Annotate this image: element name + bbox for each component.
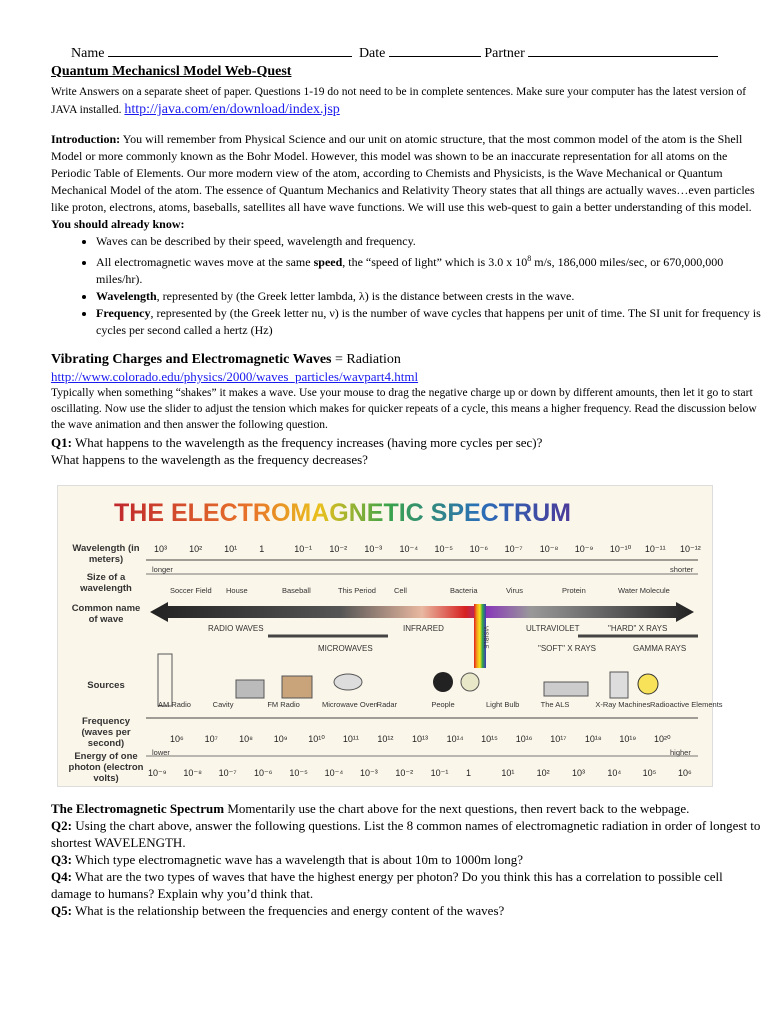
energy-tick: 1: [466, 768, 472, 778]
band-label: RADIO WAVES: [208, 624, 264, 633]
bullet-bold: Wavelength: [96, 289, 157, 303]
common-name-label: Common name of wave: [71, 603, 141, 625]
energy-tick: 10⁻⁹: [148, 768, 167, 778]
energy-label: Energy of one photon (electron volts): [68, 751, 144, 784]
list-item: [96, 250, 763, 288]
frequency-label: Frequency (waves per second): [81, 716, 131, 749]
band-label: VISIBLE: [482, 626, 488, 649]
chart-graphics: [58, 486, 712, 786]
spectrum-title-line: [51, 800, 763, 817]
energy-tick: 10⁻³: [360, 768, 378, 778]
bullet-bold: speed: [313, 255, 343, 269]
source-label: AM Radio: [158, 700, 191, 709]
energy-tick: 10⁻¹: [430, 768, 449, 778]
q1-text: What happens to the wavelength as the frequency increases (having more cycles per sec)?: [74, 435, 543, 450]
date-blank: [389, 44, 481, 57]
wave-band-arrow: [150, 602, 694, 622]
source-label: People: [431, 700, 455, 709]
band-label: ULTRAVIOLET: [526, 624, 580, 633]
q5: [51, 902, 763, 919]
energy-tick: 10⁴: [607, 768, 622, 778]
size-item-label: Water Molecule: [618, 586, 670, 595]
radioactive-icon: [638, 674, 658, 694]
energy-tick: 10⁻⁵: [289, 768, 308, 778]
frequency-tick: 10¹²: [377, 734, 394, 744]
q4: [51, 868, 763, 902]
band-label: MICROWAVES: [318, 644, 373, 653]
radar-icon: [334, 674, 362, 690]
bullet-text: , represented by (the Greek letter nu, ν) is the number of wave cycles that happens per unit of time. The SI unit for frequency is cycles per second called a hertz (Hz): [96, 306, 761, 337]
higher-label: higher: [670, 748, 691, 757]
q1-label: Q1:: [51, 435, 72, 450]
size-item-label: House: [226, 586, 248, 595]
band-label: "HARD" X RAYS: [608, 624, 668, 633]
source-label: Light Bulb: [486, 700, 520, 709]
bullet-text: All electromagnetic waves move at the same: [96, 255, 311, 269]
source-label: The ALS: [540, 700, 570, 709]
size-item-label: Soccer Field: [170, 586, 212, 595]
name-blank: [108, 44, 352, 57]
q3-label: Q3:: [51, 852, 72, 867]
energy-tick: 10⁵: [642, 768, 657, 778]
wavelength-tick: 10⁻⁶: [469, 544, 489, 554]
wavelength-tick: 10⁻⁵: [434, 544, 454, 554]
frequency-tick: 10¹⁷: [550, 734, 567, 744]
frequency-tick: 10¹⁶: [515, 734, 533, 744]
wavelength-tick: 1: [259, 544, 265, 554]
q5-label: Q5:: [51, 903, 72, 918]
q1: [51, 434, 763, 451]
energy-tick: 10⁶: [678, 768, 692, 778]
intro-label: Introduction:: [51, 132, 121, 146]
band-label: INFRARED: [403, 624, 444, 633]
q3-text: Which type electromagnetic wave has a wavelength that is about 10m to 1000m long?: [74, 852, 523, 867]
lower-label: lower: [152, 748, 170, 757]
section-title-suffix: = Radiation: [335, 352, 401, 367]
q4-text: What are the two types of waves that have the highest energy per photon? Do you think this has a correlation to possible cell damage to humans? Explain why you’d think that.: [51, 869, 723, 901]
size-item-label: Virus: [506, 586, 523, 595]
bullet-text: , the “speed of light” which is 3.0 x 10: [342, 255, 528, 269]
source-label: FM Radio: [267, 700, 300, 709]
chart-title: THE ELECTROMAGNETIC SPECTRUM: [114, 499, 571, 527]
wavelength-tick: 10²: [189, 544, 203, 554]
band-label: "SOFT" X RAYS: [538, 644, 596, 653]
size-label: Size of a wavelength: [80, 572, 132, 594]
size-item-label: Protein: [562, 586, 586, 595]
wavelength-label: Wavelength (in meters): [72, 543, 140, 565]
wavelength-tick: 10⁻⁴: [399, 544, 419, 554]
energy-tick: 10⁻⁸: [183, 768, 202, 778]
should-know-list: [51, 233, 763, 339]
frequency-tick: 10¹³: [412, 734, 429, 744]
q2: [51, 817, 763, 851]
header-line: [71, 44, 763, 62]
energy-tick: 10¹: [501, 768, 515, 778]
list-item: [96, 288, 763, 305]
em-spectrum-chart: [57, 485, 723, 787]
longer-label: longer: [152, 565, 173, 574]
shorter-label: shorter: [670, 565, 694, 574]
frequency-tick: 10¹⁸: [584, 734, 602, 744]
size-item-label: This Period: [338, 586, 376, 595]
frequency-tick: 10¹¹: [342, 734, 359, 744]
wavelength-tick: 10³: [154, 544, 168, 554]
colorado-link[interactable]: http://www.colorado.edu/physics/2000/waves_particles/wavpart4.html: [51, 369, 419, 384]
tower-icon: [158, 654, 172, 706]
microwave-oven-icon: [282, 676, 312, 698]
spectrum-section-title: The Electromagnetic Spectrum: [51, 801, 225, 816]
q5-text: What is the relationship between the frequencies and energy content of the waves?: [74, 903, 505, 918]
frequency-tick: 10¹⁹: [619, 734, 637, 744]
band-label: GAMMA RAYS: [633, 644, 687, 653]
q2-label: Q2:: [51, 818, 72, 833]
wavelength-tick: 10⁻⁸: [539, 544, 559, 554]
partner-blank: [528, 44, 718, 57]
frequency-tick: 10⁶: [170, 734, 184, 744]
wavelength-tick: 10⁻¹⁰: [609, 544, 632, 554]
size-item-label: Baseball: [282, 586, 311, 595]
vibrating-section-title: [51, 352, 763, 368]
energy-tick: 10⁻⁶: [254, 768, 273, 778]
bullet-text: Waves can be described by their speed, wavelength and frequency.: [96, 234, 416, 248]
java-link[interactable]: http://java.com/en/download/index.jsp: [124, 102, 340, 117]
frequency-tick: 10¹⁴: [446, 734, 464, 744]
energy-tick: 10²: [536, 768, 550, 778]
frequency-tick: 10⁷: [204, 734, 218, 744]
source-label: Cavity: [212, 700, 234, 709]
energy-tick: 10⁻²: [395, 768, 414, 778]
wavelength-tick: 10⁻¹²: [680, 544, 701, 554]
page-title: Quantum Mechanicsl Model Web-Quest: [51, 64, 292, 79]
wavelength-tick: 10⁻²: [329, 544, 348, 554]
wavelength-tick: 10⁻¹: [294, 544, 313, 554]
radio-icon: [236, 680, 264, 698]
intro-text: You will remember from Physical Science and our unit on atomic structure, that the most common model of the atom is the Shell Model or more commonly known as the Bohr Model. However, this model was shown to be an inaccurate representation for all atoms on the Periodic Table of Elements. Our more modern view of the atom, according to Chemists and Physicists, is the Wave Mechanical or Quantum Mechanical Model of the atom. The essence of Quantum Mechanics and Relativity Theory states that all things are actually waves…even particles like proton, electrons, atoms, baseballs, satellites all have wave functions. We will use this web-quest to gain a better understanding of this model.: [51, 132, 755, 214]
section-title-text: Vibrating Charges and Electromagnetic Waves: [51, 352, 332, 367]
spectrum-questions: [51, 800, 763, 919]
date-label: Date: [358, 46, 386, 61]
source-label: Radar: [376, 700, 398, 709]
partner-label: Partner: [484, 46, 525, 61]
frequency-tick: 10⁹: [273, 734, 288, 744]
name-label: Name: [71, 46, 105, 61]
source-label: Radioactive Elements: [650, 700, 723, 709]
bullet-bold: Frequency: [96, 306, 151, 320]
als-icon: [544, 682, 588, 696]
should-know-heading: You should already know:: [51, 217, 185, 231]
wavelength-tick: 10⁻⁹: [574, 544, 594, 554]
frequency-tick: 10⁸: [239, 734, 253, 744]
energy-tick: 10⁻⁴: [324, 768, 344, 778]
frequency-tick: 10²⁰: [654, 734, 671, 744]
list-item: [96, 233, 763, 250]
source-label: Microwave Oven: [322, 700, 378, 709]
frequency-tick: 10¹⁵: [481, 734, 498, 744]
energy-tick: 10³: [572, 768, 586, 778]
vibrating-text: Typically when something “shakes” it makes a wave. Use your mouse to drag the negative charge up or down by different amounts, then let it go to start oscillating. Now use the slider to adjust the tension which makes for quicker repeats of a cycle, this means a higher frequency. Read the discussion below the wave animation and then answer the following question.: [51, 387, 757, 431]
wavelength-tick: 10⁻³: [364, 544, 383, 554]
source-label: X-Ray Machines: [595, 700, 651, 709]
light-bulb-icon: [461, 673, 479, 691]
energy-tick: 10⁻⁷: [218, 768, 237, 778]
worksheet-page: [51, 44, 763, 468]
spectrum-section-text: Momentarily use the chart above for the next questions, then revert back to the webpage.: [227, 801, 690, 816]
list-item: [96, 305, 763, 339]
q3: [51, 851, 763, 868]
wavelength-tick: 10⁻⁷: [504, 544, 523, 554]
frequency-tick: 10¹⁰: [308, 734, 325, 744]
q2-text: Using the chart above, answer the following questions. List the 8 common names of electromagnetic radiation in order of longest to shortest WAVELENGTH.: [51, 818, 761, 850]
q1-followup: What happens to the wavelength as the frequency decreases?: [51, 452, 368, 467]
bullet-text: , represented by (the Greek letter lambda, λ) is the distance between crests in the wave.: [156, 289, 575, 303]
sources-label: Sources: [87, 680, 125, 691]
bullet-text: m/s, 186,000 miles/sec, or 670,000,000 miles/hr).: [96, 255, 724, 286]
people-icon: [433, 672, 453, 692]
xray-machine-icon: [610, 672, 628, 698]
q4-label: Q4:: [51, 869, 72, 884]
instructions-text: Write Answers on a separate sheet of paper. Questions 1-19 do not need to be in complete sentences. Make sure your computer has the latest version of JAVA installed.: [51, 86, 747, 116]
size-item-label: Bacteria: [450, 586, 478, 595]
exponent: 8: [527, 254, 532, 263]
size-item-label: Cell: [394, 586, 407, 595]
wavelength-tick: 10⁻¹¹: [644, 544, 666, 554]
introduction: [51, 131, 763, 216]
instructions: [51, 84, 763, 119]
wavelength-tick: 10¹: [224, 544, 238, 554]
